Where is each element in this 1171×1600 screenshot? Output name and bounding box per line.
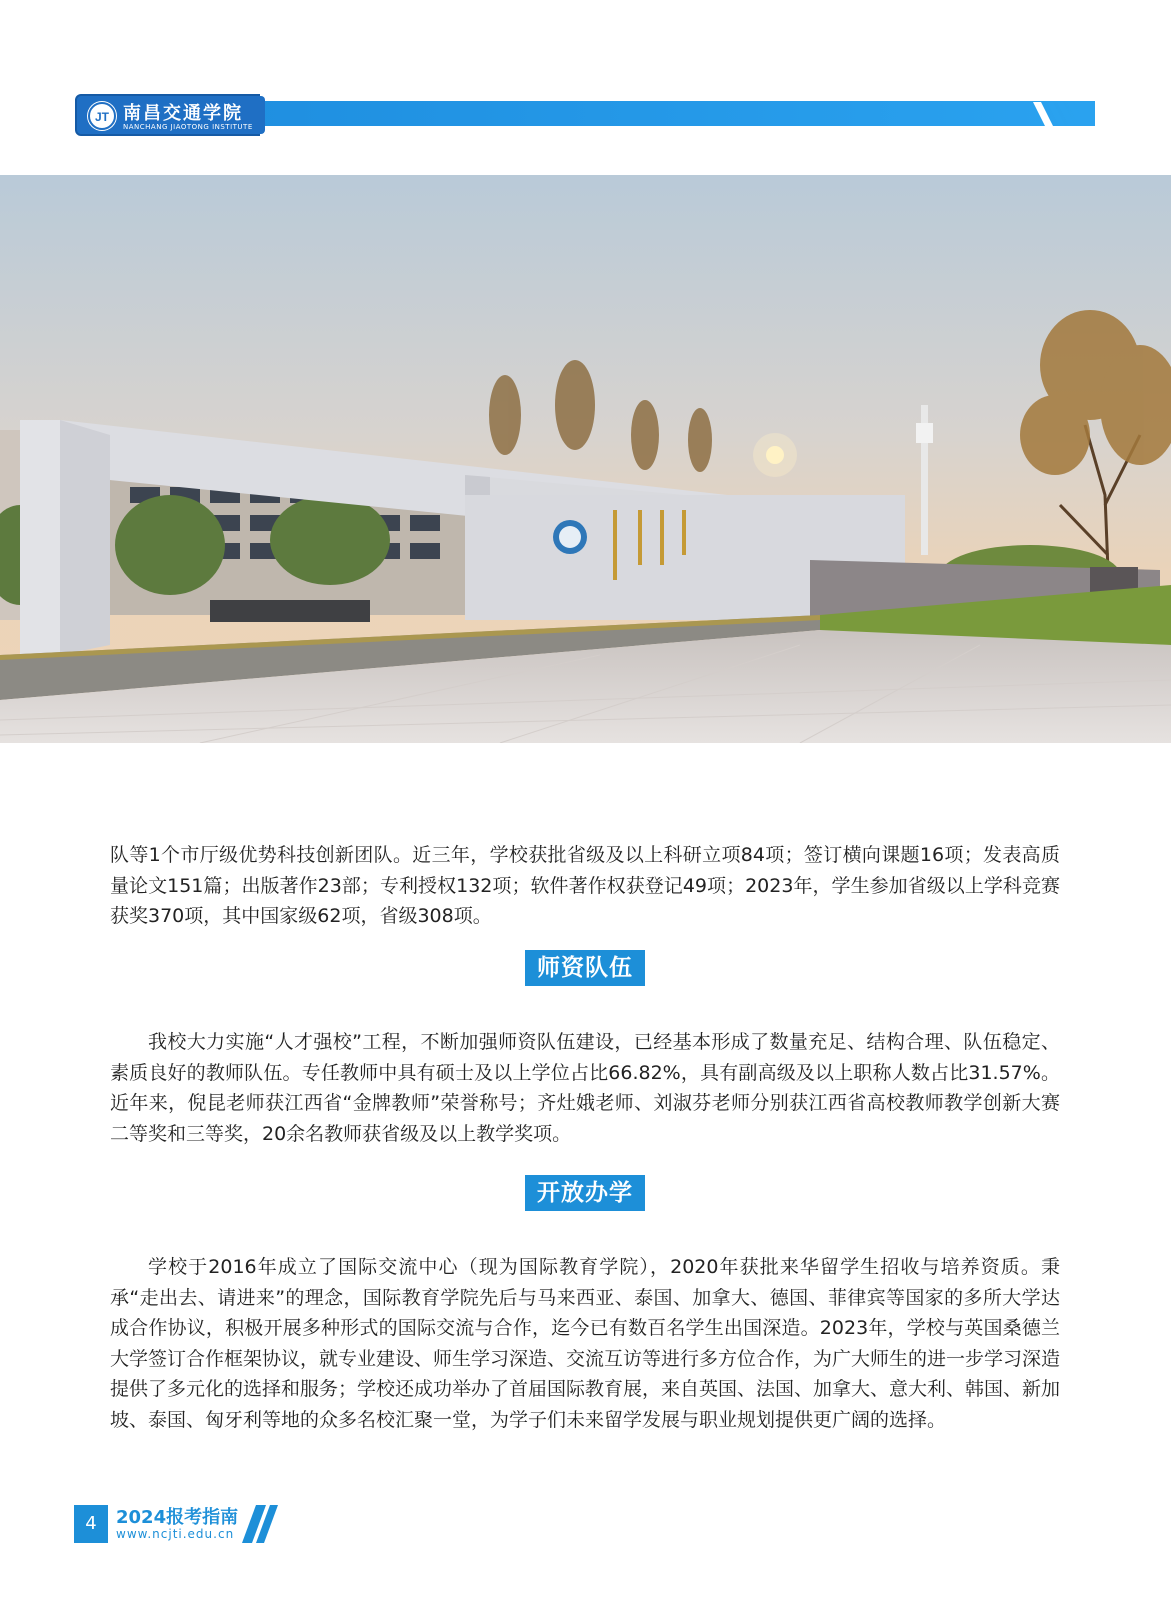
- page-footer: [74, 1505, 314, 1545]
- section-title-faculty: 师资队伍: [525, 950, 645, 986]
- footer-url: www.ncjti.edu.cn: [116, 1527, 235, 1541]
- header-bar: [235, 101, 1095, 126]
- emblem-text: JT: [94, 110, 110, 124]
- school-name-en: NANCHANG JIAOTONG INSTITUTE: [123, 123, 253, 131]
- faculty-paragraph: 我校大力实施“人才强校”工程，不断加强师资队伍建设，已经基本形成了数量充足、结构合理、队伍稳定、素质良好的教师队伍。专任教师中具有硕士及以上学位占比66.82%，具有副高级及以上职称人数占比31.57%。近年来，倪昆老师获江西省“金牌教师”荣誉称号；齐灶娥老师、刘淑芬老师分别获江西省高校教师教学创新大赛二等奖和三等奖，20余名教师获省级及以上教学奖项。: [110, 1031, 1060, 1145]
- campus-gate-photo: [0, 175, 1171, 743]
- page-header: [75, 94, 1065, 138]
- footer-title: 2024报考指南: [116, 1507, 239, 1528]
- logo-tab-decoration: [255, 96, 265, 134]
- open-paragraph: 学校于2016年成立了国际交流中心（现为国际教育学院），2020年获批来华留学生招收与培养资质。秉承“走出去、请进来”的理念，国际教育学院先后与马来西亚、泰国、加拿大、德国、菲律宾等国家的多所大学达成合作协议，积极开展多种形式的国际交流与合作，迄今已有数百名学生出国深造。2023年，学校与英国桑德兰大学签订合作框架协议，就专业建设、师生学习深造、交流互访等进行多方位合作，为广大师生的进一步学习深造提供了多元化的选择和服务；学校还成功举办了首届国际教育展，来自英国、法国、加拿大、意大利、韩国、新加坡、泰国、匈牙利等地的众多名校汇聚一堂，为学子们未来留学发展与职业规划提供更广阔的选择。: [110, 1256, 1061, 1431]
- page-number: 4: [74, 1505, 108, 1543]
- footer-stripes-decoration: [242, 1505, 302, 1543]
- school-logo: [75, 94, 260, 136]
- header-stripes-decoration: [1025, 102, 1085, 126]
- section-title-open: 开放办学: [525, 1175, 645, 1211]
- intro-paragraph: 队等1个市厅级优势科技创新团队。近三年，学校获批省级及以上科研立项84项；签订横向课题16项；发表高质量论文151篇；出版著作23部；专利授权132项；软件著作权获登记49项；2023年，学生参加省级以上学科竞赛获奖370项，其中国家级62项，省级308项。: [110, 844, 1060, 927]
- school-name-cn: 南昌交通学院: [123, 103, 243, 124]
- school-emblem-icon: [87, 101, 117, 131]
